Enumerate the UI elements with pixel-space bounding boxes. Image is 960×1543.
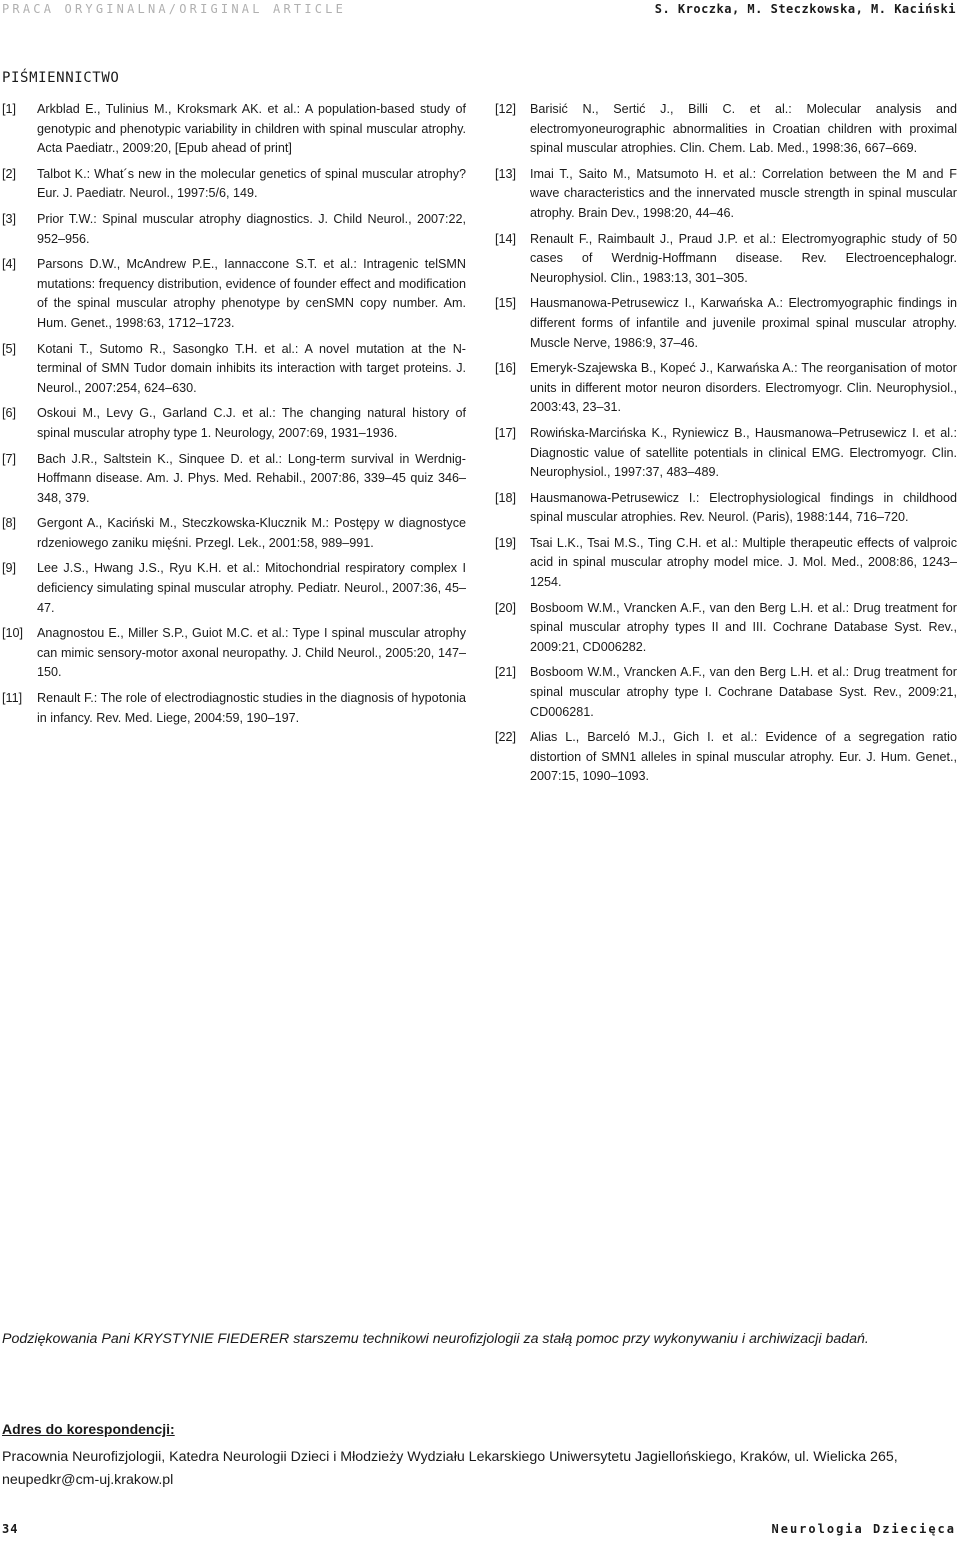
running-header-authors: S. Kroczka, M. Steczkowska, M. Kaciński <box>654 2 956 16</box>
reference-number: [16] <box>495 361 517 376</box>
reference-text: Bosboom W.M., Vrancken A.F., van den Berg L.H. et al.: Drug treatment for spinal muscular atrophy type I. Cochrane Database Syst. Rev., 2009:21, CD006281. <box>530 665 957 719</box>
acknowledgement: Podziękowania Pani KRYSTYNIE FIEDERER starszemu technikowi neurofizjologii za stałą pomoc przy wykonywaniu i archiwizacji badań. <box>2 1331 869 1347</box>
reference-item <box>495 359 957 418</box>
reference-text: Arkblad E., Tulinius M., Kroksmark AK. et al.: A population-based study of genotypic and phenotypic variability in children with spinal muscular atrophy. Acta Paediatr., 2009:20, [Epub ahead of print] <box>37 102 466 156</box>
reference-text: Barisić N., Sertić J., Billi C. et al.: Molecular analysis and electromyoneurographic abnormalities in Croatian children with proximal spinal muscular atrophies. Clin. Chem. Lab. Med., 1998:36, 667–669. <box>530 102 957 156</box>
reference-number: [22] <box>495 730 517 745</box>
reference-text: Renault F., Raimbault J., Praud J.P. et al.: Electromyographic study of 50 cases of Werdnig-Hoffmann disease. Rev. Electroencephalogr. Neurophysiol. Clin., 1983:13, 301–305. <box>530 231 957 285</box>
reference-item <box>2 689 466 728</box>
reference-number: [15] <box>495 296 517 311</box>
reference-item <box>2 404 466 443</box>
reference-number: [21] <box>495 665 517 680</box>
reference-number: [6] <box>2 406 17 421</box>
reference-number: [19] <box>495 535 517 550</box>
reference-number: [7] <box>2 451 17 466</box>
references-list-right <box>495 100 957 793</box>
running-header-section: PRACA ORYGINALNA/ORIGINAL ARTICLE <box>2 2 347 16</box>
reference-item <box>2 514 466 553</box>
reference-text: Imai T., Saito M., Matsumoto H. et al.: Correlation between the M and F wave characteristics and the innervated muscle strength in spinal muscular atrophy. Brain Dev., 1998:20, 44–46. <box>530 166 957 220</box>
reference-number: [4] <box>2 257 17 272</box>
reference-number: [1] <box>2 102 17 116</box>
correspondence-address: Pracownia Neurofizjologii, Katedra Neurologii Dzieci i Młodzieży Wydziału Lekarskiego Uniwersytetu Jagiellońskiego, Kraków, ul. Wielicka 265, neupedkr@cm-uj.krakow.pl <box>2 1449 898 1488</box>
reference-number: [20] <box>495 600 517 615</box>
reference-number: [10] <box>2 626 24 641</box>
correspondence-heading: Adres do korespondencji: <box>2 1421 175 1437</box>
reference-item <box>495 424 957 483</box>
reference-item <box>495 728 957 787</box>
reference-item <box>2 450 466 509</box>
reference-item <box>495 489 957 528</box>
reference-number: [13] <box>495 166 517 181</box>
reference-number: [12] <box>495 102 517 116</box>
reference-text: Renault F.: The role of electrodiagnostic studies in the diagnosis of hypotonia in infancy. Rev. Med. Liege, 2004:59, 190–197. <box>37 691 466 725</box>
reference-number: [17] <box>495 425 517 440</box>
reference-number: [8] <box>2 516 17 531</box>
reference-text: Bosboom W.M., Vrancken A.F., van den Berg L.H. et al.: Drug treatment for spinal muscular atrophy types II and III. Cochrane Database Syst. Rev., 2009:21, CD006282. <box>530 600 957 654</box>
reference-number: [3] <box>2 211 17 226</box>
reference-text: Emeryk-Szajewska B., Kopeć J., Karwańska A.: The reorganisation of motor units in different motor neuron disorders. Electromyogr. Clin. Neurophysiol., 2003:43, 23–31. <box>530 361 957 415</box>
reference-number: [11] <box>2 691 23 706</box>
reference-text: Talbot K.: What´s new in the molecular genetics of spinal muscular atrophy? Eur. J. Paediatr. Neurol., 1997:5/6, 149. <box>37 166 466 201</box>
references-list-left <box>2 100 466 734</box>
reference-number: [18] <box>495 490 517 505</box>
reference-text: Parsons D.W., McAndrew P.E., Iannaccone S.T. et al.: Intragenic telSMN mutations: frequency distribution, evidence of founder effect and modification of the spinal muscular atrophy phenotype by cenSMN copy number. Am. Hum. Genet., 1998:63, 1712–1723. <box>37 257 466 330</box>
reference-number: [2] <box>2 166 17 181</box>
reference-text: Alias L., Barceló M.J., Gich I. et al.: Evidence of a segregation ratio distortion of SMN1 alleles in spinal muscular atrophy. Eur. J. Hum. Genet., 2007:15, 1090–1093. <box>530 730 957 784</box>
reference-number: [5] <box>2 341 17 356</box>
reference-text: Hausmanowa-Petrusewicz I.: Electrophysiological findings in childhood spinal muscular atrophies. Rev. Neurol. (Paris), 1988:144, 716–720. <box>530 490 957 525</box>
reference-item <box>495 230 957 289</box>
reference-item <box>495 165 957 224</box>
reference-text: Hausmanowa-Petrusewicz I., Karwańska A.: Electromyographic findings in different forms of infantile and juvenile proximal spinal muscular atrophy. Muscle Nerve, 1986:9, 37–46. <box>530 296 957 350</box>
reference-text: Rowińska-Marcińska K., Ryniewicz B., Hausmanowa–Petrusewicz I. et al.: Diagnostic value of satellite potentials in clinical EMG. Electromyogr. Clin. Neurophysiol., 1997:37, 483–489. <box>530 425 957 480</box>
reference-item <box>495 663 957 722</box>
reference-number: [14] <box>495 231 517 246</box>
reference-item <box>2 255 466 333</box>
reference-text: Gergont A., Kaciński M., Steczkowska-Klucznik M.: Postępy w diagnostyce rdzeniowego zaniku mięśni. Przegl. Lek., 2001:58, 989–991. <box>37 516 466 550</box>
reference-item <box>495 100 957 159</box>
reference-item <box>2 340 466 399</box>
reference-text: Tsai L.K., Tsai M.S., Ting C.H. et al.: Multiple therapeutic effects of valproic acid in spinal muscular atrophy model mice. J. Mol. Med., 2008:86, 1243–1254. <box>530 535 957 590</box>
reference-item <box>2 100 466 159</box>
reference-item <box>2 624 466 683</box>
reference-item <box>495 599 957 658</box>
reference-number: [9] <box>2 561 17 576</box>
reference-item <box>2 559 466 618</box>
page-number: 34 <box>2 1522 19 1536</box>
reference-text: Anagnostou E., Miller S.P., Guiot M.C. et al.: Type I spinal muscular atrophy can mimic sensory-motor axonal neuropathy. J. Child Neurol., 2005:20, 147–150. <box>37 626 466 680</box>
reference-item <box>2 165 466 204</box>
reference-text: Oskoui M., Levy G., Garland C.J. et al.: The changing natural history of spinal muscular atrophy type 1. Neurology, 2007:69, 1931–1936. <box>37 406 466 440</box>
references-title: PIŚMIENNICTWO <box>2 70 120 86</box>
reference-item <box>495 294 957 353</box>
journal-name: Neurologia Dziecięca <box>771 1522 956 1536</box>
reference-item <box>2 210 466 249</box>
reference-text: Bach J.R., Saltstein K., Sinquee D. et al.: Long-term survival in Werdnig-Hoffmann disease. Am. J. Phys. Med. Rehabil., 2007:86, 339–45 quiz 346–348, 379. <box>37 451 466 505</box>
reference-text: Prior T.W.: Spinal muscular atrophy diagnostics. J. Child Neurol., 2007:22, 952–956. <box>37 211 466 246</box>
reference-item <box>495 534 957 593</box>
reference-text: Lee J.S., Hwang J.S., Ryu K.H. et al.: Mitochondrial respiratory complex I deficiency simulating spinal muscular atrophy. Pediatr. Neurol., 2007:36, 45–47. <box>37 561 466 615</box>
reference-text: Kotani T., Sutomo R., Sasongko T.H. et al.: A novel mutation at the N-terminal of SMN Tudor domain inhibits its interaction with target proteins. J. Neurol., 2007:254, 624–630. <box>37 341 466 395</box>
